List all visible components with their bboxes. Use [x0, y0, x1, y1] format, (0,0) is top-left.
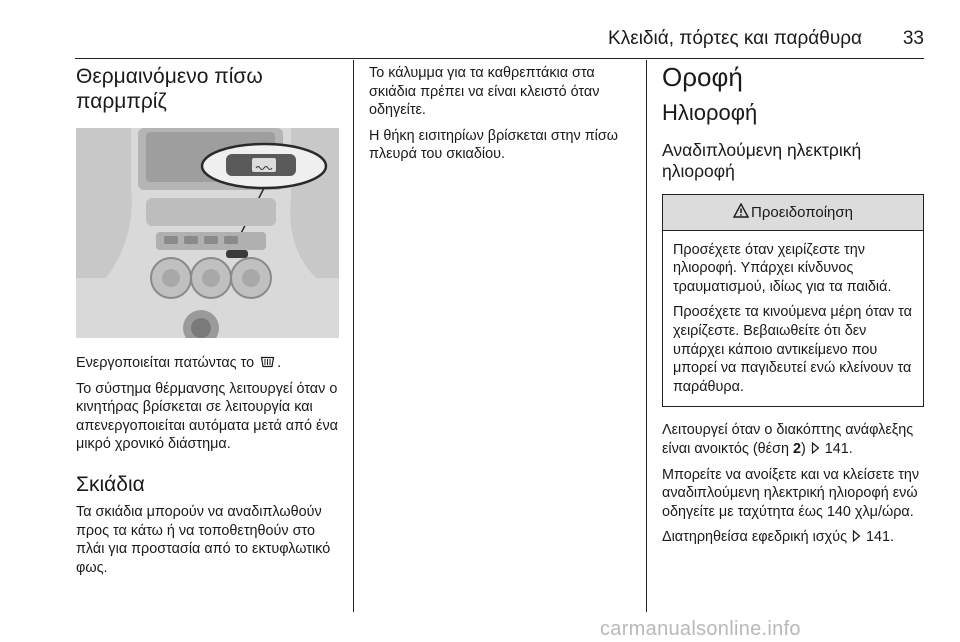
- page-reference[interactable]: 141.: [824, 440, 853, 457]
- paragraph-open-close: Μπορείτε να ανοίξετε και να κλείσετε την αναδιπλούμενη ηλεκτρική ηλιοροφή ενώ οδηγείτε με ταχύτητα έως 140 χλμ/ώρα.: [662, 466, 920, 520]
- dashboard-figure: [76, 128, 339, 338]
- paragraph-ticket-holder: Η θήκη εισιτηρίων βρίσκεται στην πίσω πλευρά του σκιαδίου.: [369, 127, 618, 163]
- page-number: 33: [902, 28, 924, 49]
- section-heading-roof: Οροφή: [662, 62, 743, 92]
- left-column: [76, 64, 342, 584]
- paragraph-mirror-cover: Το κάλυμμα για τα καθρεπτάκια στα σκιάδια πρέπει να είναι κλειστό όταν οδηγείτε.: [369, 65, 600, 119]
- column-divider-2: [646, 60, 647, 612]
- page-header: [0, 28, 960, 58]
- page-reference[interactable]: 141.: [866, 529, 895, 546]
- warning-header: [663, 195, 923, 231]
- paragraph-heating-system: Το σύστημα θέρμανσης λειτουργεί όταν ο κινητήρας βρίσκεται σε λειτουργία και απενεργοποιείται αυτόματα μετά από ένα μικρό χρονικό διάστημα.: [76, 380, 338, 453]
- paragraph-ignition: Λειτουργεί όταν ο διακόπτης ανάφλεξης είναι ανοικτός (θέση 2) 141.: [662, 422, 914, 457]
- column-divider-1: [353, 60, 354, 612]
- right-column: [662, 62, 924, 554]
- page-reference-icon: [811, 442, 820, 454]
- warning-triangle-icon: [733, 203, 749, 218]
- rear-window-heating-icon: [260, 355, 275, 369]
- header-title: Κλειδιά, πόρτες και παράθυρα: [608, 28, 862, 49]
- warning-body: [663, 231, 923, 407]
- paragraph-activate: Ενεργοποιείται πατώντας το .: [76, 355, 282, 371]
- section-heading-sunroof: Ηλιοροφή: [662, 100, 758, 125]
- watermark: carmanualsonline.info: [600, 618, 801, 640]
- paragraph-backup-power: Διατηρηθείσα εφεδρική ισχύς 141.: [662, 529, 895, 546]
- paragraph-sun-visors: Τα σκιάδια μπορούν να αναδιπλωθούν προς τα κάτω ή να τοποθετηθούν στο πλάι για προστασία από το εκτυφλωτικό φως.: [76, 503, 331, 576]
- warning-title: Προειδοποίηση: [751, 204, 853, 221]
- page-reference-icon: [852, 530, 861, 542]
- header-rule: [75, 58, 924, 59]
- section-heading-rear-window: Θερμαινόμενο πίσω παρμπρίζ: [76, 65, 263, 113]
- section-heading-sun-visors: Σκιάδια: [76, 472, 145, 496]
- section-heading-folding-sunroof: Αναδιπλούμενη ηλεκτρική ηλιοροφή: [662, 140, 862, 181]
- warning-paragraph-2: Προσέχετε τα κινούμενα μέρη όταν τα χειρίζεστε. Βεβαιωθείτε ότι δεν υπάρχει κάποιο αντικείμενο που μπορεί να παγιδευτεί ενώ κλείνουν τα παράθυρα.: [673, 304, 912, 395]
- middle-column: [369, 64, 637, 171]
- warning-box: [662, 194, 924, 407]
- warning-paragraph-1: Προσέχετε όταν χειρίζεστε την ηλιοροφή. Υπάρχει κίνδυνος τραυματισμού, ιδίως για τα παιδιά.: [673, 241, 892, 295]
